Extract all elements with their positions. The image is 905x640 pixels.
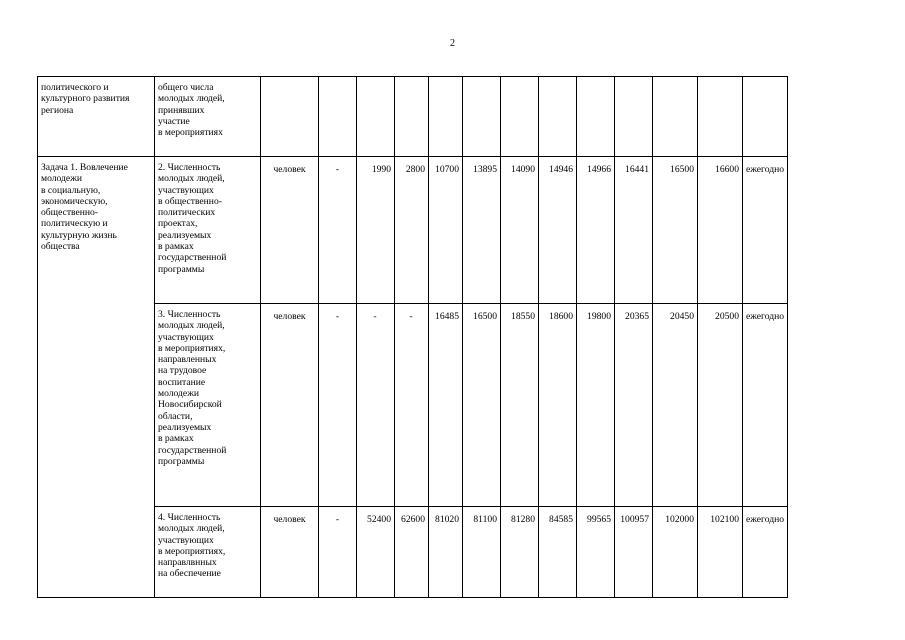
value-cell: 102000 bbox=[653, 507, 698, 598]
value-cell: 14946 bbox=[539, 157, 577, 304]
base-value-cell bbox=[319, 77, 357, 157]
value-cell bbox=[577, 77, 615, 157]
value-cell: 16441 bbox=[615, 157, 653, 304]
table-row bbox=[38, 157, 905, 304]
value-cell: 16500 bbox=[463, 304, 501, 507]
unit-cell bbox=[261, 77, 319, 157]
base-value-cell: - bbox=[319, 304, 357, 507]
value-cell bbox=[501, 77, 539, 157]
indicator-cell: 3. Численность молодых людей, участвующих в мероприятиях, направленных на трудовое воспитание молодежи Новосибирской области, реализуемых в рамках государственной программы bbox=[155, 304, 261, 507]
value-cell bbox=[357, 77, 395, 157]
value-cell bbox=[463, 77, 501, 157]
goal-cell: политического и культурного развития региона bbox=[38, 77, 155, 157]
base-value-cell: - bbox=[319, 507, 357, 598]
table-row bbox=[38, 304, 905, 507]
period-cell: ежегодно bbox=[743, 304, 788, 507]
indicator-cell: 2. Численность молодых людей, участвующих в общественно- политических проектах, реализуемых в рамках государственной программы bbox=[155, 157, 261, 304]
value-cell: 52400 bbox=[357, 507, 395, 598]
page-number: 2 bbox=[450, 38, 455, 49]
value-cell: 18600 bbox=[539, 304, 577, 507]
value-cell: 14966 bbox=[577, 157, 615, 304]
value-cell: - bbox=[395, 304, 429, 507]
indicator-cell: общего числа молодых людей, принявших участие в мероприятиях bbox=[155, 77, 261, 157]
value-cell: 18550 bbox=[501, 304, 539, 507]
value-cell: 14090 bbox=[501, 157, 539, 304]
value-cell: 100957 bbox=[615, 507, 653, 598]
value-cell: 81280 bbox=[501, 507, 539, 598]
indicators-table bbox=[37, 76, 905, 598]
value-cell: 1990 bbox=[357, 157, 395, 304]
value-cell: - bbox=[357, 304, 395, 507]
value-cell: 20365 bbox=[615, 304, 653, 507]
value-cell: 16485 bbox=[429, 304, 463, 507]
value-cell bbox=[653, 77, 698, 157]
value-cell: 84585 bbox=[539, 507, 577, 598]
table-row bbox=[38, 507, 905, 598]
value-cell bbox=[539, 77, 577, 157]
value-cell: 20450 bbox=[653, 304, 698, 507]
task-cell: Задача 1. Вовлечение молодежи в социальную, экономическую, общественно- политическую и культурную жизнь общества bbox=[38, 157, 155, 598]
value-cell bbox=[395, 77, 429, 157]
value-cell: 81020 bbox=[429, 507, 463, 598]
unit-cell: человек bbox=[261, 157, 319, 304]
period-cell: ежегодно bbox=[743, 157, 788, 304]
unit-cell: человек bbox=[261, 304, 319, 507]
value-cell: 102100 bbox=[698, 507, 743, 598]
value-cell: 13895 bbox=[463, 157, 501, 304]
table-body bbox=[38, 77, 905, 598]
value-cell: 99565 bbox=[577, 507, 615, 598]
unit-cell: человек bbox=[261, 507, 319, 598]
value-cell: 81100 bbox=[463, 507, 501, 598]
value-cell: 10700 bbox=[429, 157, 463, 304]
value-cell: 2800 bbox=[395, 157, 429, 304]
value-cell bbox=[698, 77, 743, 157]
indicator-cell: 4. Численность молодых людей, участвующих в мероприятиях, направлвнных на обеспечение bbox=[155, 507, 261, 598]
value-cell bbox=[429, 77, 463, 157]
value-cell: 16500 bbox=[653, 157, 698, 304]
value-cell: 19800 bbox=[577, 304, 615, 507]
table-row bbox=[38, 77, 905, 157]
period-cell bbox=[743, 77, 788, 157]
value-cell: 16600 bbox=[698, 157, 743, 304]
value-cell: 20500 bbox=[698, 304, 743, 507]
period-cell: ежегодно bbox=[743, 507, 788, 598]
value-cell: 62600 bbox=[395, 507, 429, 598]
value-cell bbox=[615, 77, 653, 157]
base-value-cell: - bbox=[319, 157, 357, 304]
